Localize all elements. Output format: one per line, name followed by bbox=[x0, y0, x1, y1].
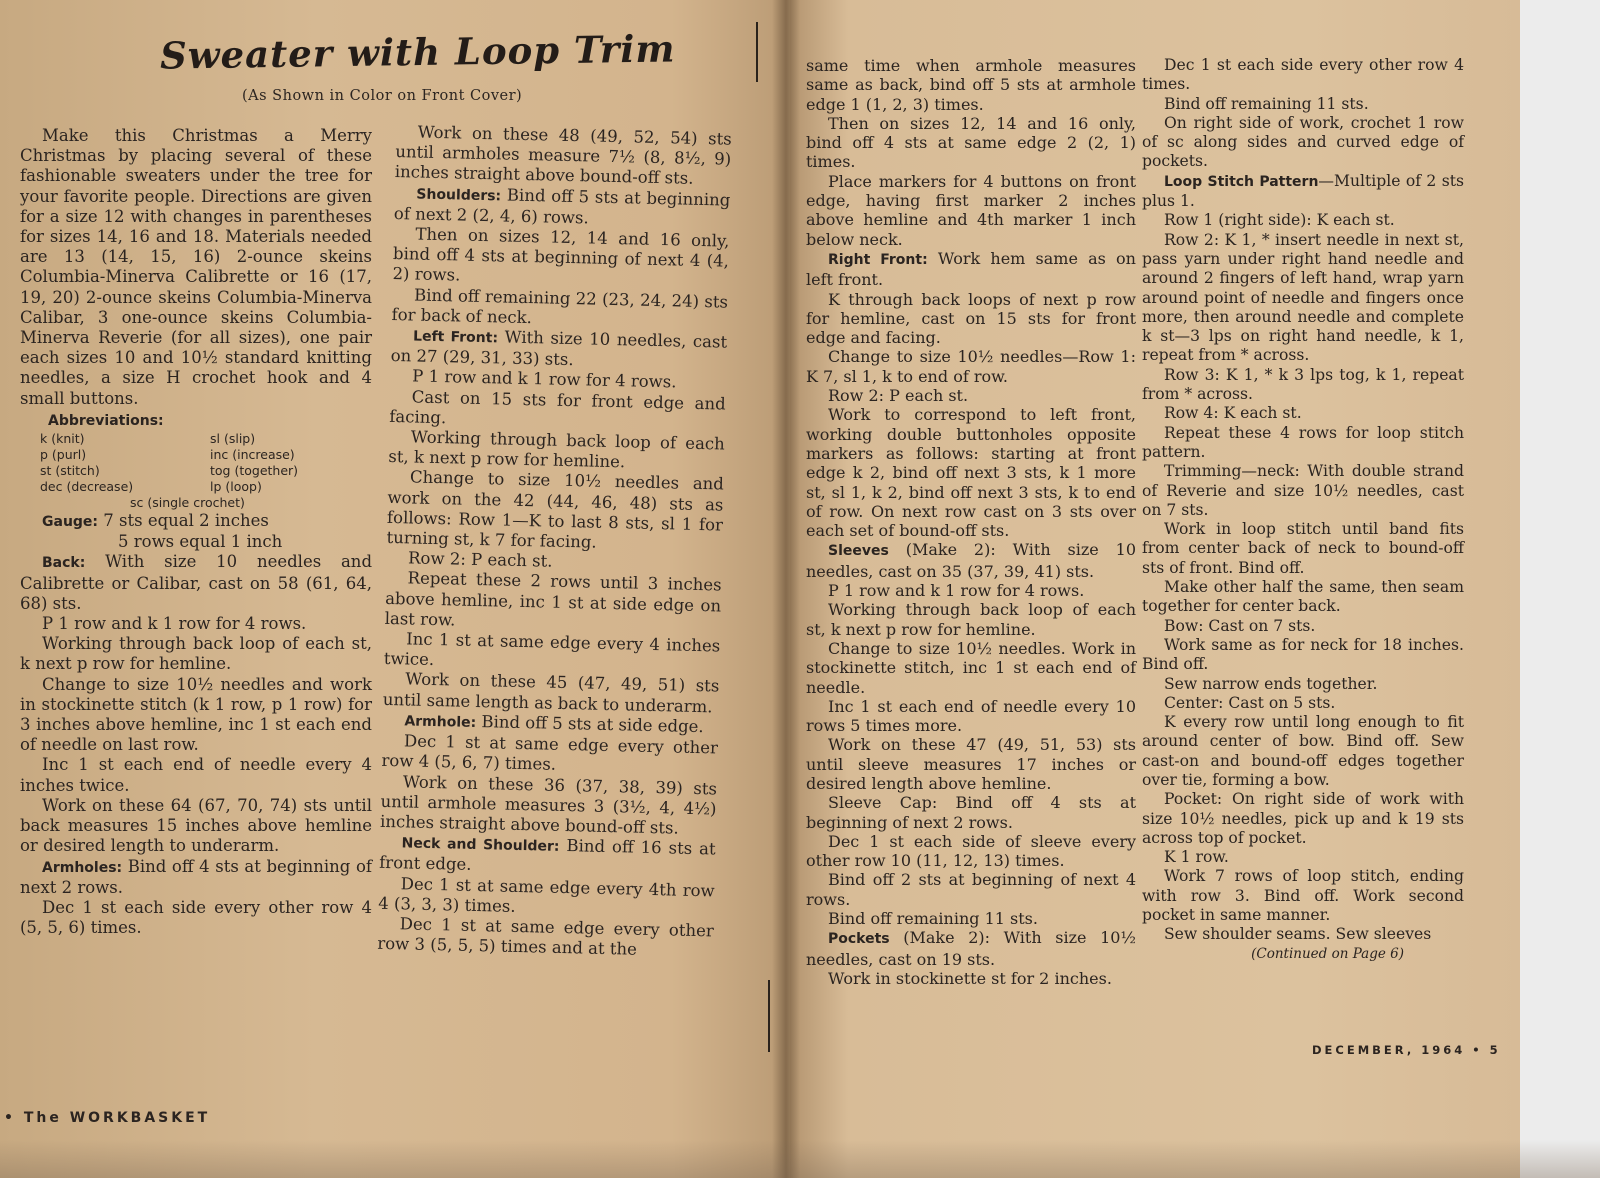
paragraph: Change to size 10½ needles and work on the 42 (44, 46, 48) sts as follows: Row 1—K to last 8 sts, sl 1 for turning st, k 7 for facing. bbox=[386, 467, 725, 552]
paragraph: P 1 row and k 1 row for 4 rows. bbox=[42, 614, 307, 634]
bottom-shadow bbox=[0, 1140, 1600, 1178]
paragraph: P 1 row and k 1 row for 4 rows. bbox=[412, 366, 677, 392]
paragraph: same time when armhole measures same as back, bind off 5 sts at armhole edge 1 (1, 2, 3) times. bbox=[806, 56, 1136, 114]
column-2 bbox=[377, 122, 732, 962]
article-subtitle: (As Shown in Color on Front Cover) bbox=[242, 88, 523, 104]
right-front-label: Right Front: bbox=[828, 251, 928, 268]
paragraph: Row 2: K 1, * insert needle in next st, pass yarn under right hand needle and around 2 fingers of left hand, wrap yarn around point of needle and fingers once more, then around needle and complete k st—3 lps on right hand needle, k 1, repeat from * across. bbox=[1142, 230, 1464, 365]
paragraph: Work 7 rows of loop stitch, ending with row 3. Bind off. Work second pocket in same manner. bbox=[1142, 867, 1464, 925]
gauge-value: 5 rows equal 1 inch bbox=[118, 532, 283, 552]
paragraph: K through back loops of next p row for hemline, cast on 15 sts for front edge and facing. bbox=[806, 289, 1136, 348]
paragraph: Sew narrow ends together. bbox=[1164, 674, 1378, 693]
armhole-label: Armhole: bbox=[404, 713, 477, 731]
paragraph: Work on these 48 (49, 52, 54) sts until armholes measure 7½ (8, 8½, 9) inches straight above bound-off sts. bbox=[394, 122, 732, 189]
sleeves-text: (Make 2): With size 10 needles, cast on 35 (37, 39, 41) sts. bbox=[806, 540, 1136, 581]
paragraph: Dec 1 st at same edge every other row 3 (5, 5, 5) times and at the bbox=[377, 914, 714, 959]
paragraph: K 1 row. bbox=[1164, 848, 1229, 867]
paragraph: Bind off remaining 11 sts. bbox=[1164, 94, 1369, 113]
abbr-item: sl (slip) bbox=[210, 431, 256, 447]
paragraph: Row 4: K each st. bbox=[1164, 404, 1302, 423]
column-3 bbox=[806, 56, 1136, 988]
paragraph: Bind off remaining 22 (23, 24, 24) sts for back of neck. bbox=[391, 285, 729, 327]
right-front-paragraph bbox=[806, 249, 1136, 290]
gauge-label: Gauge: bbox=[42, 514, 99, 531]
paragraph: Dec 1 st each side every other row 4 times. bbox=[1142, 56, 1464, 94]
paragraph: Bow: Cast on 7 sts. bbox=[1164, 616, 1316, 635]
shoulders-label: Shoulders: bbox=[416, 186, 502, 205]
back-text: With size 10 needles and Calibrette or Calibar, cast on 58 (61, 64, 68) sts. bbox=[20, 552, 373, 613]
pockets-paragraph bbox=[806, 928, 1136, 969]
column-rule bbox=[756, 22, 758, 82]
abbr-item: tog (together) bbox=[210, 463, 299, 479]
sleeves-label: Sleeves bbox=[828, 543, 889, 560]
abbr-item: dec (decrease) bbox=[40, 479, 134, 495]
column-4 bbox=[1142, 56, 1464, 964]
paragraph: Make other half the same, then seam together for center back. bbox=[1142, 578, 1464, 616]
paragraph: Row 3: K 1, * k 3 lps tog, k 1, repeat from * across. bbox=[1142, 365, 1464, 404]
paragraph: Dec 1 st each side of sleeve every other row 10 (11, 12, 13) times. bbox=[806, 831, 1136, 871]
paragraph: Bind off remaining 11 sts. bbox=[828, 909, 1038, 929]
article-title: Sweater with Loop Trim bbox=[159, 26, 676, 78]
left-front-label: Left Front: bbox=[412, 328, 499, 347]
pockets-label: Pockets bbox=[828, 931, 890, 948]
armholes-text: Bind off 4 sts at beginning of next 2 rows. bbox=[20, 856, 372, 897]
footer-left: • The WORKBASKET bbox=[4, 1110, 211, 1126]
paragraph: Then on sizes 12, 14 and 16 only, bind off 4 sts at beginning of next 4 (4, 2) rows. bbox=[392, 224, 730, 285]
neck-text: Bind off 16 sts at front edge. bbox=[378, 836, 716, 875]
gauge-value: 7 sts equal 2 inches bbox=[103, 511, 269, 531]
paragraph: Cast on 15 sts for front edge and facing. bbox=[389, 387, 726, 428]
abbreviations-heading: Abbreviations: bbox=[48, 412, 164, 429]
footer-right: DECEMBER, 1964 • 5 bbox=[1312, 1043, 1501, 1057]
paragraph: Inc 1 st each end of needle every 10 rows 5 times more. bbox=[806, 696, 1136, 736]
paragraph: Work on these 36 (37, 38, 39) sts until armhole measures 3 (3½, 4, 4½) inches straight above bound-off sts. bbox=[379, 771, 718, 838]
gauge-line bbox=[20, 511, 372, 532]
back-paragraph bbox=[20, 552, 372, 614]
paragraph: Repeat these 4 rows for loop stitch pattern. bbox=[1142, 423, 1464, 461]
loop-stitch-text: —Multiple of 2 sts plus 1. bbox=[1142, 171, 1464, 211]
paragraph: Working through back loop of each st, k next p row for hemline. bbox=[20, 634, 372, 674]
intro-paragraph: Make this Christmas a Merry Christmas by placing several of these fashionable sweaters under the tree for your favorite people. Directions are given for a size 12 with changes in parentheses for sizes 14, 16 and 18. Materials needed are 13 (14, 15, 16) 2-ounce skeins Columbia-Minerva Calibrette or 16 (17, 19, 20) 2-ounce skeins Columbia-Minerva Calibar, 3 one-ounce skeins Columbia-Minerva Reverie (for all sizes), one pair each sizes 10 and 10½ standard knitting needles, a size H crochet hook and 4 small buttons. bbox=[20, 126, 372, 408]
sleeves-paragraph bbox=[806, 540, 1136, 581]
page-gutter bbox=[772, 0, 800, 1178]
paragraph: Dec 1 st at same edge every other row 4 (5, 6, 7) times. bbox=[381, 731, 719, 775]
abbr-item: p (purl) bbox=[40, 447, 87, 463]
paragraph: Sew shoulder seams. Sew sleeves bbox=[1164, 925, 1432, 944]
paragraph: Center: Cast on 5 sts. bbox=[1164, 693, 1336, 712]
paragraph: Pocket: On right side of work with size 10½ needles, pick up and k 19 sts across top of pocket. bbox=[1142, 790, 1464, 847]
paragraph: Work on these 45 (47, 49, 51) sts until same length as back to underarm. bbox=[382, 669, 720, 717]
loop-stitch-paragraph bbox=[1142, 172, 1464, 212]
armholes-paragraph bbox=[20, 857, 372, 898]
paragraph: P 1 row and k 1 row for 4 rows. bbox=[828, 581, 1085, 601]
left-front-text: With size 10 needles, cast on 27 (29, 31, 33) sts. bbox=[390, 327, 728, 370]
paragraph: Work on these 47 (49, 51, 53) sts until sleeve measures 17 inches or desired length above hemline. bbox=[806, 735, 1136, 793]
paragraph: Change to size 10½ needles. Work in stockinette stitch, inc 1 st each end of needle. bbox=[806, 638, 1136, 697]
paragraph: Row 2: P each st. bbox=[828, 386, 969, 406]
continued-note: (Continued on Page 6) bbox=[1251, 945, 1404, 962]
paragraph: Work in loop stitch until band fits from center back of neck to bound-off sts of front. Bind off. bbox=[1142, 520, 1464, 577]
paragraph: Then on sizes 12, 14 and 16 only, bind off 4 sts at same edge 2 (2, 1) times. bbox=[806, 113, 1136, 172]
paragraph: Work same as for neck for 18 inches. Bind off. bbox=[1142, 635, 1464, 674]
column-rule bbox=[768, 980, 770, 1052]
paragraph: On right side of work, crochet 1 row of sc along sides and curved edge of pockets. bbox=[1142, 113, 1464, 171]
armholes-label: Armholes: bbox=[42, 859, 123, 876]
neck-label: Neck and Shoulder: bbox=[401, 835, 560, 856]
paragraph: Working through back loop of each st, k next p row for hemline. bbox=[806, 600, 1136, 639]
paragraph: Working through back loop of each st, k next p row for hemline. bbox=[388, 427, 725, 472]
paragraph: Work on these 64 (67, 70, 74) sts until back measures 15 inches above hemline or desired length to underarm. bbox=[20, 795, 372, 856]
abbreviations-list bbox=[20, 431, 372, 495]
paragraph: Bind off 2 sts at beginning of next 4 rows. bbox=[806, 870, 1136, 909]
abbr-item: sc (single crochet) bbox=[130, 495, 245, 511]
pockets-text: (Make 2): With size 10½ needles, cast on 19 sts. bbox=[806, 928, 1136, 969]
abbr-item: lp (loop) bbox=[210, 479, 262, 495]
right-page bbox=[790, 0, 1520, 1178]
paragraph: Inc 1 st at same edge every 4 inches twice. bbox=[383, 629, 721, 670]
paragraph: Row 2: P each st. bbox=[407, 548, 553, 571]
paragraph: Repeat these 2 rows until 3 inches above hemline, inc 1 st at side edge on last row. bbox=[384, 568, 722, 630]
paragraph: Place markers for 4 buttons on front edge, having first marker 2 inches above hemline and 4th marker 1 inch below neck. bbox=[806, 171, 1136, 249]
abbr-item: inc (increase) bbox=[210, 447, 295, 463]
shoulders-text: Bind off 5 sts at beginning of next 2 (2, 4, 6) rows. bbox=[393, 185, 731, 228]
paragraph: Change to size 10½ needles and work in stockinette stitch (k 1 row, p 1 row) for 3 inches above hemline, inc 1 st each end of needle on last row. bbox=[20, 674, 372, 755]
paragraph: Dec 1 st each side every other row 4 (5, 5, 6) times. bbox=[20, 897, 372, 938]
column-1 bbox=[20, 126, 372, 938]
paragraph: Work in stockinette st for 2 inches. bbox=[828, 968, 1112, 988]
paragraph: Sleeve Cap: Bind off 4 sts at beginning of next 2 rows. bbox=[806, 793, 1136, 832]
paragraph: Change to size 10½ needles—Row 1: K 7, sl 1, k to end of row. bbox=[806, 347, 1136, 386]
back-label: Back: bbox=[42, 555, 86, 572]
left-page bbox=[0, 0, 790, 1178]
paragraph: Trimming—neck: With double strand of Reverie and size 10½ needles, cast on 7 sts. bbox=[1142, 462, 1464, 519]
paragraph: Dec 1 st at same edge every 4th row 4 (3, 3, 3) times. bbox=[378, 873, 715, 916]
background-surface bbox=[1520, 0, 1600, 1178]
paragraph: Row 1 (right side): K each st. bbox=[1164, 211, 1395, 230]
abbr-item: st (stitch) bbox=[40, 463, 100, 479]
right-front-text: Work hem same as on left front. bbox=[806, 248, 1136, 290]
loop-stitch-label: Loop Stitch Pattern bbox=[1164, 173, 1319, 190]
armhole-text: Bind off 5 sts at side edge. bbox=[481, 711, 704, 737]
paragraph: Work to correspond to left front, working double buttonholes opposite markers as follows: starting at front edge k 2, bind off next 3 sts, k 1 more st, sl 1, k 2, bind off next 3 sts, k to end of row. On next row cast on 3 sts over each set of bound-off sts. bbox=[806, 405, 1136, 541]
paragraph: Inc 1 st each end of needle every 4 inches twice. bbox=[20, 755, 372, 795]
paragraph: K every row until long enough to fit around center of bow. Bind off. Sew cast-on and bound-off edges together over tie, forming a bow. bbox=[1142, 713, 1464, 789]
neck-paragraph bbox=[379, 832, 716, 881]
abbr-item: k (knit) bbox=[40, 431, 85, 447]
